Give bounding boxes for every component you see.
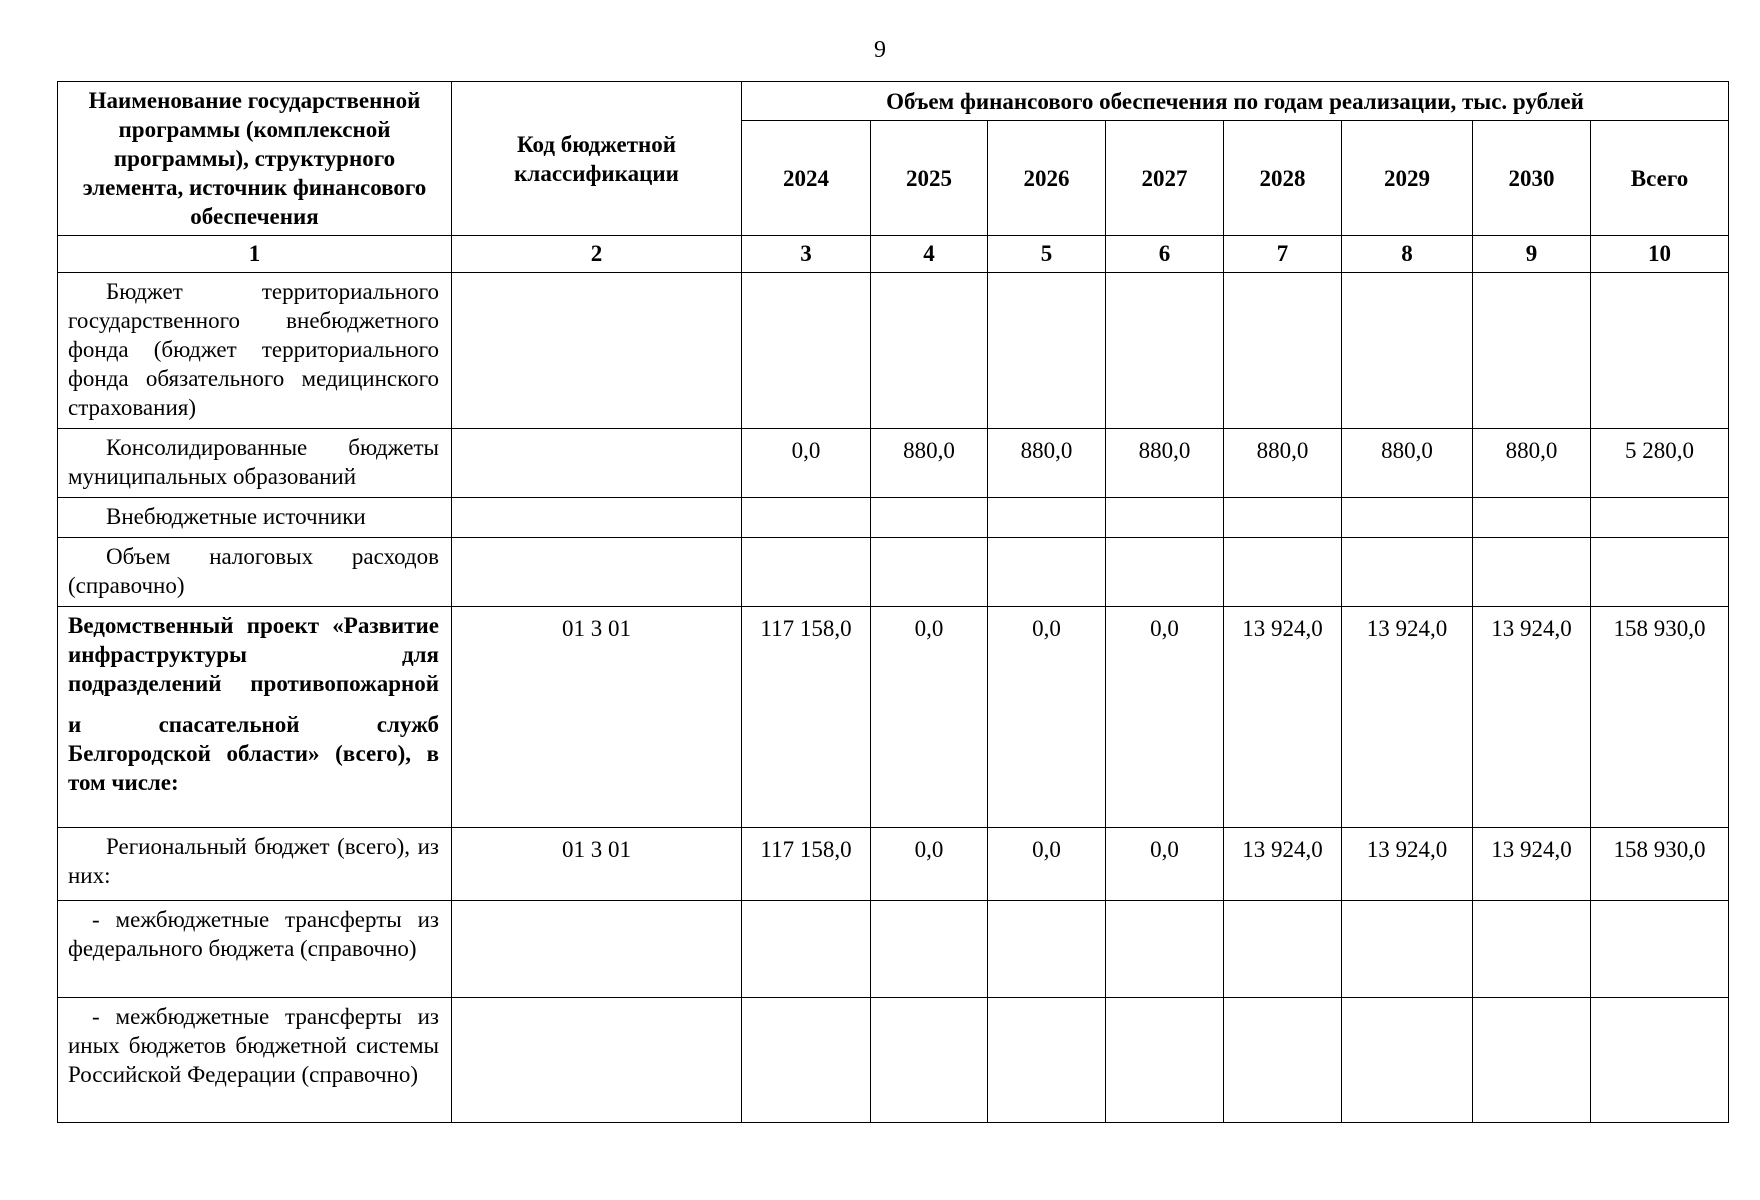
header-year: 2029 xyxy=(1342,121,1473,236)
row-value xyxy=(1106,273,1224,429)
column-number: 3 xyxy=(742,236,871,273)
row-value: 117 158,0 xyxy=(742,607,871,828)
row-value xyxy=(1342,498,1473,538)
row-value xyxy=(988,538,1106,607)
row-code xyxy=(452,498,742,538)
column-number: 2 xyxy=(452,236,742,273)
table-row xyxy=(58,498,1729,538)
row-value xyxy=(1473,901,1591,998)
row-value xyxy=(742,538,871,607)
row-value: 0,0 xyxy=(742,429,871,498)
row-code xyxy=(452,429,742,498)
header-code-column: Код бюджетной классификации xyxy=(452,82,742,236)
header-name-column: Наименование государственной программы (комплексной программы), структурного элемента, источник финансового обеспечения xyxy=(58,82,452,236)
row-value xyxy=(1106,998,1224,1123)
row-value xyxy=(871,498,988,538)
header-year: 2028 xyxy=(1224,121,1342,236)
row-label-text: Внебюджетные источники xyxy=(106,504,366,529)
row-value xyxy=(1224,538,1342,607)
row-label xyxy=(58,607,452,828)
row-value xyxy=(871,538,988,607)
row-value: 13 924,0 xyxy=(1473,828,1591,901)
row-value xyxy=(988,273,1106,429)
row-value xyxy=(1224,273,1342,429)
row-value xyxy=(1342,538,1473,607)
header-financing-group: Объем финансового обеспечения по годам реализации, тыс. рублей xyxy=(742,82,1729,121)
row-label-text: - межбюджетные трансферты из иных бюджетов бюджетной системы Российской Федерации (справочно) xyxy=(68,1004,439,1087)
row-value xyxy=(1106,498,1224,538)
row-value: 13 924,0 xyxy=(1224,828,1342,901)
row-value xyxy=(1473,273,1591,429)
row-label-part2: и спасательной служб Белгородской области» (всего), в том числе: xyxy=(68,712,439,795)
row-code xyxy=(452,538,742,607)
row-value: 13 924,0 xyxy=(1342,607,1473,828)
header-year: 2025 xyxy=(871,121,988,236)
row-label xyxy=(58,538,452,607)
column-number: 1 xyxy=(58,236,452,273)
row-value: 880,0 xyxy=(1342,429,1473,498)
header-year: 2027 xyxy=(1106,121,1224,236)
row-value xyxy=(1342,998,1473,1123)
table-row xyxy=(58,273,1729,429)
row-code xyxy=(452,998,742,1123)
row-label xyxy=(58,901,452,998)
header-total: Всего xyxy=(1591,121,1729,236)
column-number: 9 xyxy=(1473,236,1591,273)
header-year: 2024 xyxy=(742,121,871,236)
page-number: 9 xyxy=(874,37,886,63)
table-row xyxy=(58,429,1729,498)
row-value: 117 158,0 xyxy=(742,828,871,901)
table-row xyxy=(58,998,1729,1123)
row-value xyxy=(1473,498,1591,538)
row-label xyxy=(58,429,452,498)
row-label-text: Консолидированные бюджеты муниципальных образований xyxy=(68,435,439,489)
row-label-part1: Ведомственный проект «Развитие инфраструктуры для подразделений противопожарной xyxy=(68,613,439,696)
row-value: 0,0 xyxy=(1106,828,1224,901)
row-value: 0,0 xyxy=(1106,607,1224,828)
row-label-text: - межбюджетные трансферты из федерального бюджета (справочно) xyxy=(68,907,439,961)
row-value xyxy=(1106,538,1224,607)
row-value xyxy=(1106,901,1224,998)
header-year: 2030 xyxy=(1473,121,1591,236)
row-value: 880,0 xyxy=(988,429,1106,498)
row-label-text: Объем налоговых расходов (справочно) xyxy=(68,544,439,598)
row-label xyxy=(58,828,452,901)
row-value xyxy=(742,998,871,1123)
row-value xyxy=(1224,498,1342,538)
row-value xyxy=(988,498,1106,538)
row-value xyxy=(1224,901,1342,998)
row-value: 880,0 xyxy=(1473,429,1591,498)
financing-table xyxy=(57,81,1729,1123)
column-number: 8 xyxy=(1342,236,1473,273)
row-value: 880,0 xyxy=(871,429,988,498)
row-code: 01 3 01 xyxy=(452,607,742,828)
row-code xyxy=(452,901,742,998)
row-value xyxy=(742,498,871,538)
row-value: 0,0 xyxy=(871,607,988,828)
column-number: 4 xyxy=(871,236,988,273)
row-value xyxy=(871,273,988,429)
row-label xyxy=(58,273,452,429)
row-value: 158 930,0 xyxy=(1591,828,1729,901)
row-value xyxy=(988,998,1106,1123)
row-code xyxy=(452,273,742,429)
row-value xyxy=(1591,998,1729,1123)
row-label-text: Бюджет территориального государственного внебюджетного фонда (бюджет территориального фонда обязательного медицинского страхования) xyxy=(68,279,439,420)
row-value xyxy=(1342,901,1473,998)
row-value: 0,0 xyxy=(988,828,1106,901)
row-label-text: Региональный бюджет (всего), из них: xyxy=(68,834,439,888)
table-row xyxy=(58,901,1729,998)
row-value: 5 280,0 xyxy=(1591,429,1729,498)
table-row xyxy=(58,607,1729,828)
row-value: 13 924,0 xyxy=(1342,828,1473,901)
row-value xyxy=(1473,998,1591,1123)
table-row xyxy=(58,828,1729,901)
row-value: 13 924,0 xyxy=(1473,607,1591,828)
row-value: 13 924,0 xyxy=(1224,607,1342,828)
row-value xyxy=(1591,901,1729,998)
row-value: 880,0 xyxy=(1224,429,1342,498)
row-value xyxy=(1591,498,1729,538)
row-value xyxy=(871,998,988,1123)
row-value xyxy=(871,901,988,998)
row-value xyxy=(742,273,871,429)
row-label xyxy=(58,998,452,1123)
table-row xyxy=(58,538,1729,607)
row-value xyxy=(1591,273,1729,429)
row-value: 0,0 xyxy=(988,607,1106,828)
column-number: 6 xyxy=(1106,236,1224,273)
column-number: 7 xyxy=(1224,236,1342,273)
row-value: 158 930,0 xyxy=(1591,607,1729,828)
row-value xyxy=(742,901,871,998)
column-number: 5 xyxy=(988,236,1106,273)
row-value xyxy=(1224,998,1342,1123)
row-value xyxy=(1342,273,1473,429)
row-value xyxy=(988,901,1106,998)
row-value: 0,0 xyxy=(871,828,988,901)
row-label xyxy=(58,498,452,538)
row-value: 880,0 xyxy=(1106,429,1224,498)
column-number: 10 xyxy=(1591,236,1729,273)
row-value xyxy=(1591,538,1729,607)
row-value xyxy=(1473,538,1591,607)
row-code: 01 3 01 xyxy=(452,828,742,901)
header-year: 2026 xyxy=(988,121,1106,236)
